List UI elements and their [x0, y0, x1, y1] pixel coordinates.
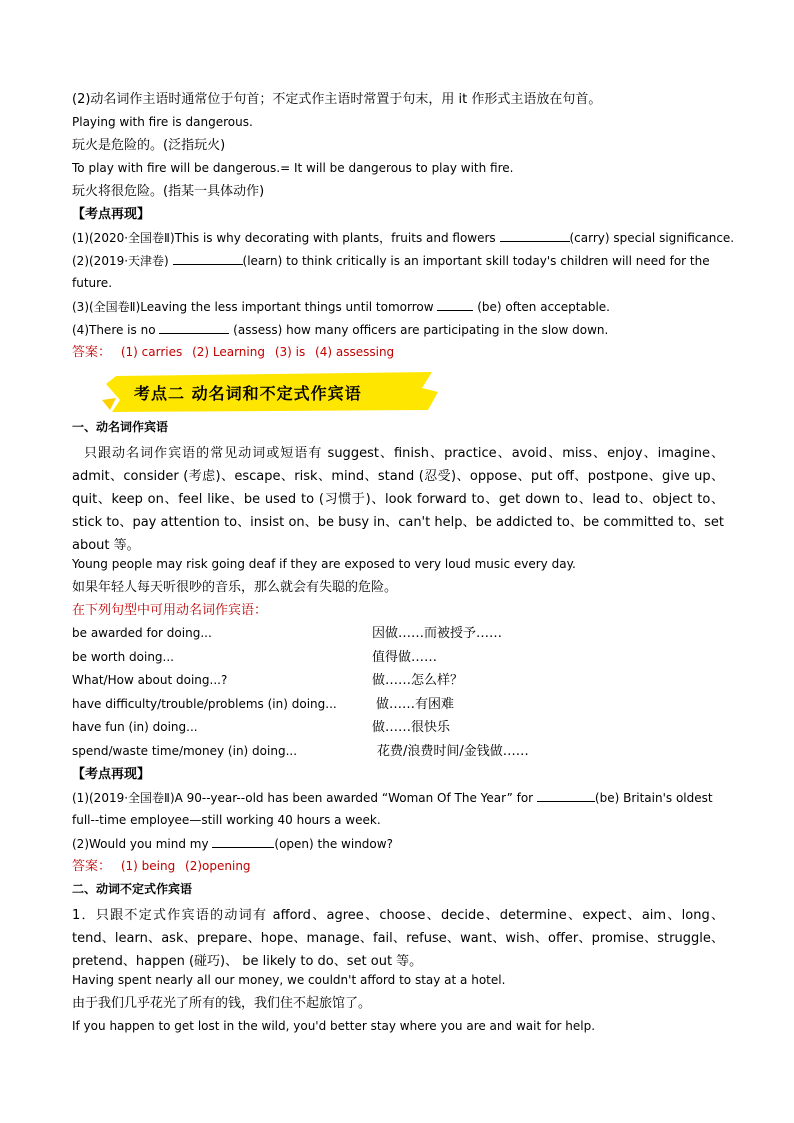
question-2-cont: future. — [72, 276, 113, 290]
question-2: (2)(2019·天津卷) (learn) to think critically is an important skill today's children will need for the — [72, 254, 710, 268]
answer-line: 答案： (1) being (2)opening — [72, 859, 251, 874]
example-en: Playing with fire is dangerous. — [72, 115, 253, 129]
pattern-row: What/How about doing...? 做……怎么样？ — [72, 673, 464, 688]
section-heading: 一、动名词作宾语 — [72, 420, 169, 434]
banner-title: 考点二 动名词和不定式作宾语 — [134, 384, 362, 403]
question-1-cont: full--time employee—still working 40 hours a week. — [72, 813, 381, 827]
rule-text: (2)动名词作主语时通常位于句首；不定式作主语时常置于句末，用 it 作形式主语放在句首。 — [72, 92, 602, 107]
answer-blank[interactable] — [173, 253, 243, 265]
example-en: If you happen to get lost in the wild, you'd better stay where you are and wait for help. — [72, 1019, 596, 1033]
verb-list-paragraph: 只跟动名词作宾语的常见动词或短语有 suggest、finish、practice、avoid、miss、enjoy、imagine、admit、consider (考虑)、escape、risk、mind、stand (忍受)、oppose、put off、postpone、give up、quit、keep on、feel like、be used to (习惯于)、look forward to、get down to、lead to、object to、stick to、pay attention to、insist on、be busy in、can't help、be addicted to、be committed to、set about 等。 — [72, 446, 724, 553]
pattern-row: have fun (in) doing... 做……很快乐 — [72, 720, 451, 735]
answer-item: (3) is — [274, 345, 306, 359]
answer-item: (1) being — [120, 859, 176, 873]
question-4: (4)There is no (assess) how many officers are participating in the slow down. — [72, 323, 609, 337]
example-en: Young people may risk going deaf if they are exposed to very loud music every day. — [72, 557, 576, 571]
answer-item: (4) assessing — [315, 345, 395, 359]
answer-blank[interactable] — [159, 322, 229, 334]
example-cn: 如果年轻人每天听很吵的音乐，那么就会有失聪的危险。 — [72, 580, 398, 595]
answer-blank[interactable] — [500, 230, 570, 242]
review-title: 【考点再现】 — [72, 767, 151, 782]
section-banner — [72, 370, 724, 414]
answer-blank[interactable] — [437, 299, 473, 311]
pattern-heading: 在下列句型中可用动名词作宾语： — [72, 603, 268, 618]
pattern-row: have difficulty/trouble/problems (in) doing... 做……有困难 — [72, 696, 455, 712]
question-1: (1)(2019·全国卷Ⅱ)A 90--year--old has been awarded “Woman Of The Year” for (be) Britain's oldest — [72, 791, 713, 805]
answer-item: (1) carries — [120, 345, 183, 359]
answer-item: (2) Learning — [192, 345, 265, 359]
pattern-row: be awarded for doing... 因做……而被授予…… — [72, 626, 503, 641]
answer-line: 答案： (1) carries (2) Learning (3) is (4) assessing — [72, 345, 395, 360]
document-page — [72, 92, 735, 1042]
answer-blank[interactable] — [537, 790, 595, 802]
example-cn: 玩火是危险的。(泛指玩火) — [72, 138, 226, 153]
verb-list-paragraph: 1．只跟不定式作宾语的动词有 afford、agree、choose、decide、determine、expect、aim、long、tend、learn、ask、prepare、hope、manage、fail、refuse、want、wish、offer、promise、struggle、pretend、happen (碰巧)、 be likely to do、set out 等。 — [72, 908, 724, 969]
review-title: 【考点再现】 — [72, 207, 151, 222]
answer-item: (2)opening — [185, 859, 251, 873]
pattern-list — [72, 626, 724, 767]
answer-blank[interactable] — [212, 836, 274, 848]
pattern-row: spend/waste time/money (in) doing... 花费/浪费时间/金钱做…… — [72, 743, 529, 759]
example-cn: 玩火将很危险。(指某一具体动作) — [72, 184, 265, 199]
question-2: (2)Would you mind my (open) the window? — [72, 837, 393, 851]
section-heading: 二、动词不定式作宾语 — [72, 882, 193, 896]
example-en: To play with fire will be dangerous.= It will be dangerous to play with fire. — [72, 161, 514, 175]
question-3: (3)(全国卷Ⅱ)Leaving the less important things until tomorrow (be) often acceptable. — [72, 300, 610, 314]
example-en: Having spent nearly all our money, we couldn't afford to stay at a hotel. — [72, 973, 506, 987]
example-cn: 由于我们几乎花光了所有的钱，我们住不起旅馆了。 — [72, 996, 372, 1011]
pattern-row: be worth doing... 值得做…… — [72, 649, 438, 665]
question-1: (1)(2020·全国卷Ⅱ)This is why decorating with plants，fruits and flowers (carry) special significance. — [72, 231, 735, 245]
